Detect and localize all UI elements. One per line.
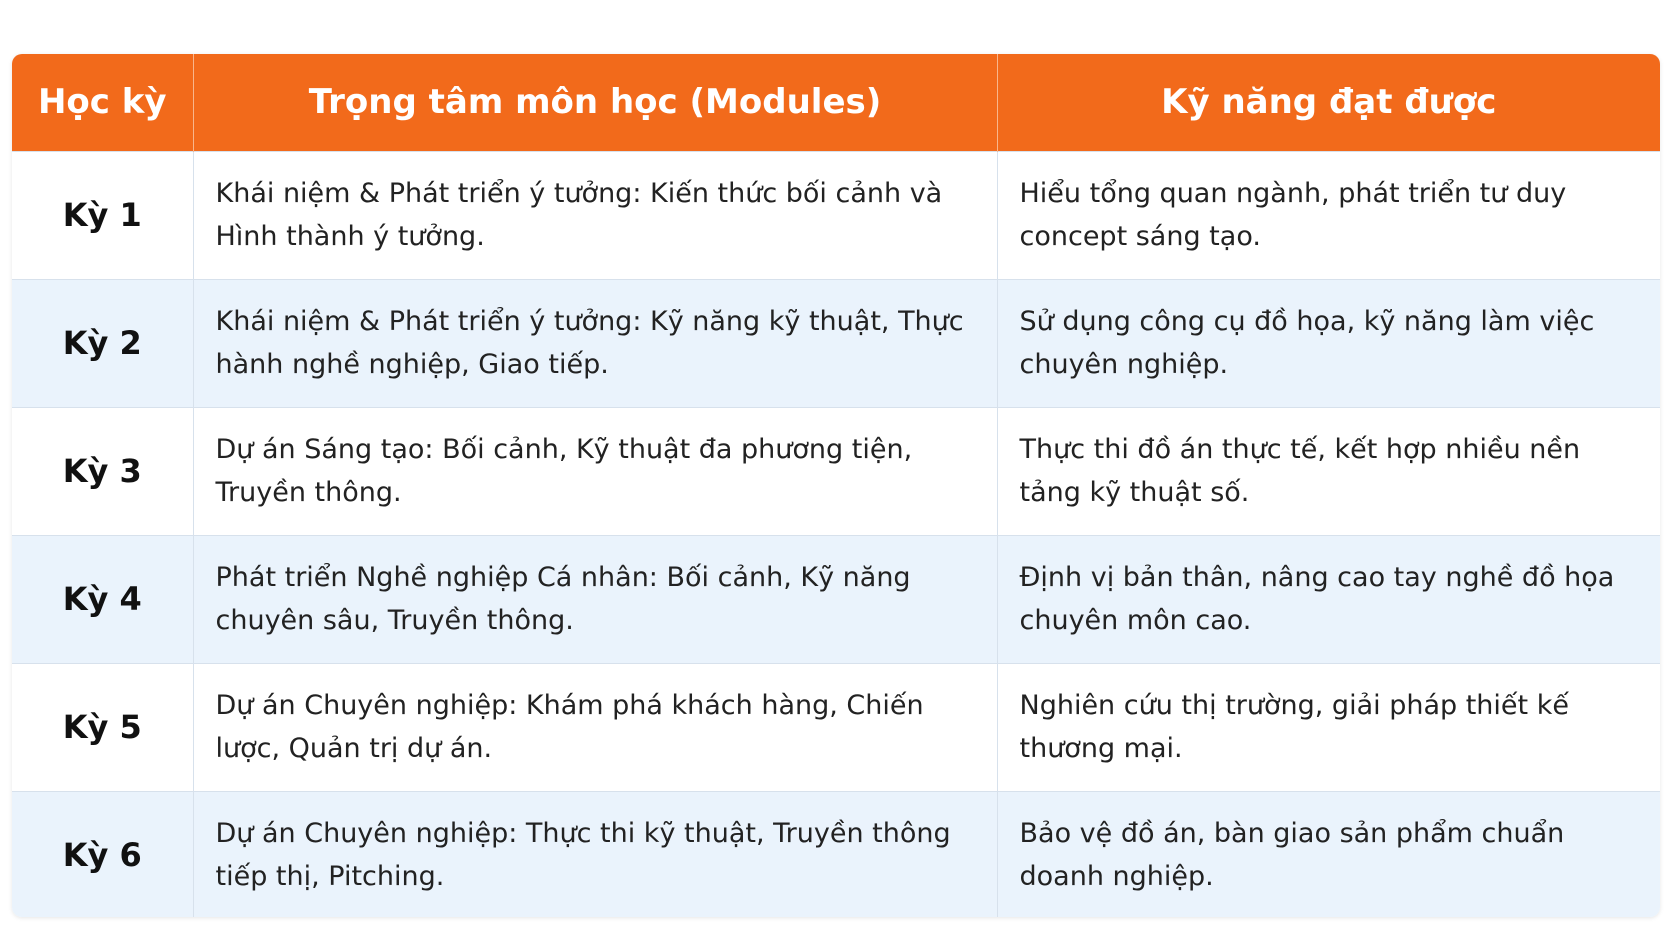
term-cell: Kỳ 1 [12, 151, 193, 279]
modules-cell: Dự án Sáng tạo: Bối cảnh, Kỹ thuật đa phương tiện, Truyền thông. [193, 407, 997, 535]
curriculum-table-container [12, 54, 1660, 917]
table-row [12, 791, 1660, 917]
curriculum-table [12, 54, 1660, 917]
modules-cell: Dự án Chuyên nghiệp: Khám phá khách hàng, Chiến lược, Quản trị dự án. [193, 663, 997, 791]
modules-cell: Khái niệm & Phát triển ý tưởng: Kỹ năng kỹ thuật, Thực hành nghề nghiệp, Giao tiếp. [193, 279, 997, 407]
term-cell: Kỳ 6 [12, 791, 193, 917]
term-cell: Kỳ 3 [12, 407, 193, 535]
term-cell: Kỳ 2 [12, 279, 193, 407]
skills-cell: Sử dụng công cụ đồ họa, kỹ năng làm việc chuyên nghiệp. [997, 279, 1660, 407]
table-row [12, 279, 1660, 407]
table-row [12, 535, 1660, 663]
header-modules: Trọng tâm môn học (Modules) [193, 54, 997, 151]
skills-cell: Nghiên cứu thị trường, giải pháp thiết kế thương mại. [997, 663, 1660, 791]
skills-cell: Định vị bản thân, nâng cao tay nghề đồ họa chuyên môn cao. [997, 535, 1660, 663]
header-term: Học kỳ [12, 54, 193, 151]
table-row [12, 151, 1660, 279]
header-skills: Kỹ năng đạt được [997, 54, 1660, 151]
skills-cell: Bảo vệ đồ án, bàn giao sản phẩm chuẩn doanh nghiệp. [997, 791, 1660, 917]
modules-cell: Khái niệm & Phát triển ý tưởng: Kiến thức bối cảnh và Hình thành ý tưởng. [193, 151, 997, 279]
modules-cell: Phát triển Nghề nghiệp Cá nhân: Bối cảnh, Kỹ năng chuyên sâu, Truyền thông. [193, 535, 997, 663]
table-row [12, 663, 1660, 791]
table-header-row [12, 54, 1660, 151]
modules-cell: Dự án Chuyên nghiệp: Thực thi kỹ thuật, Truyền thông tiếp thị, Pitching. [193, 791, 997, 917]
skills-cell: Hiểu tổng quan ngành, phát triển tư duy concept sáng tạo. [997, 151, 1660, 279]
table-row [12, 407, 1660, 535]
term-cell: Kỳ 4 [12, 535, 193, 663]
skills-cell: Thực thi đồ án thực tế, kết hợp nhiều nền tảng kỹ thuật số. [997, 407, 1660, 535]
term-cell: Kỳ 5 [12, 663, 193, 791]
